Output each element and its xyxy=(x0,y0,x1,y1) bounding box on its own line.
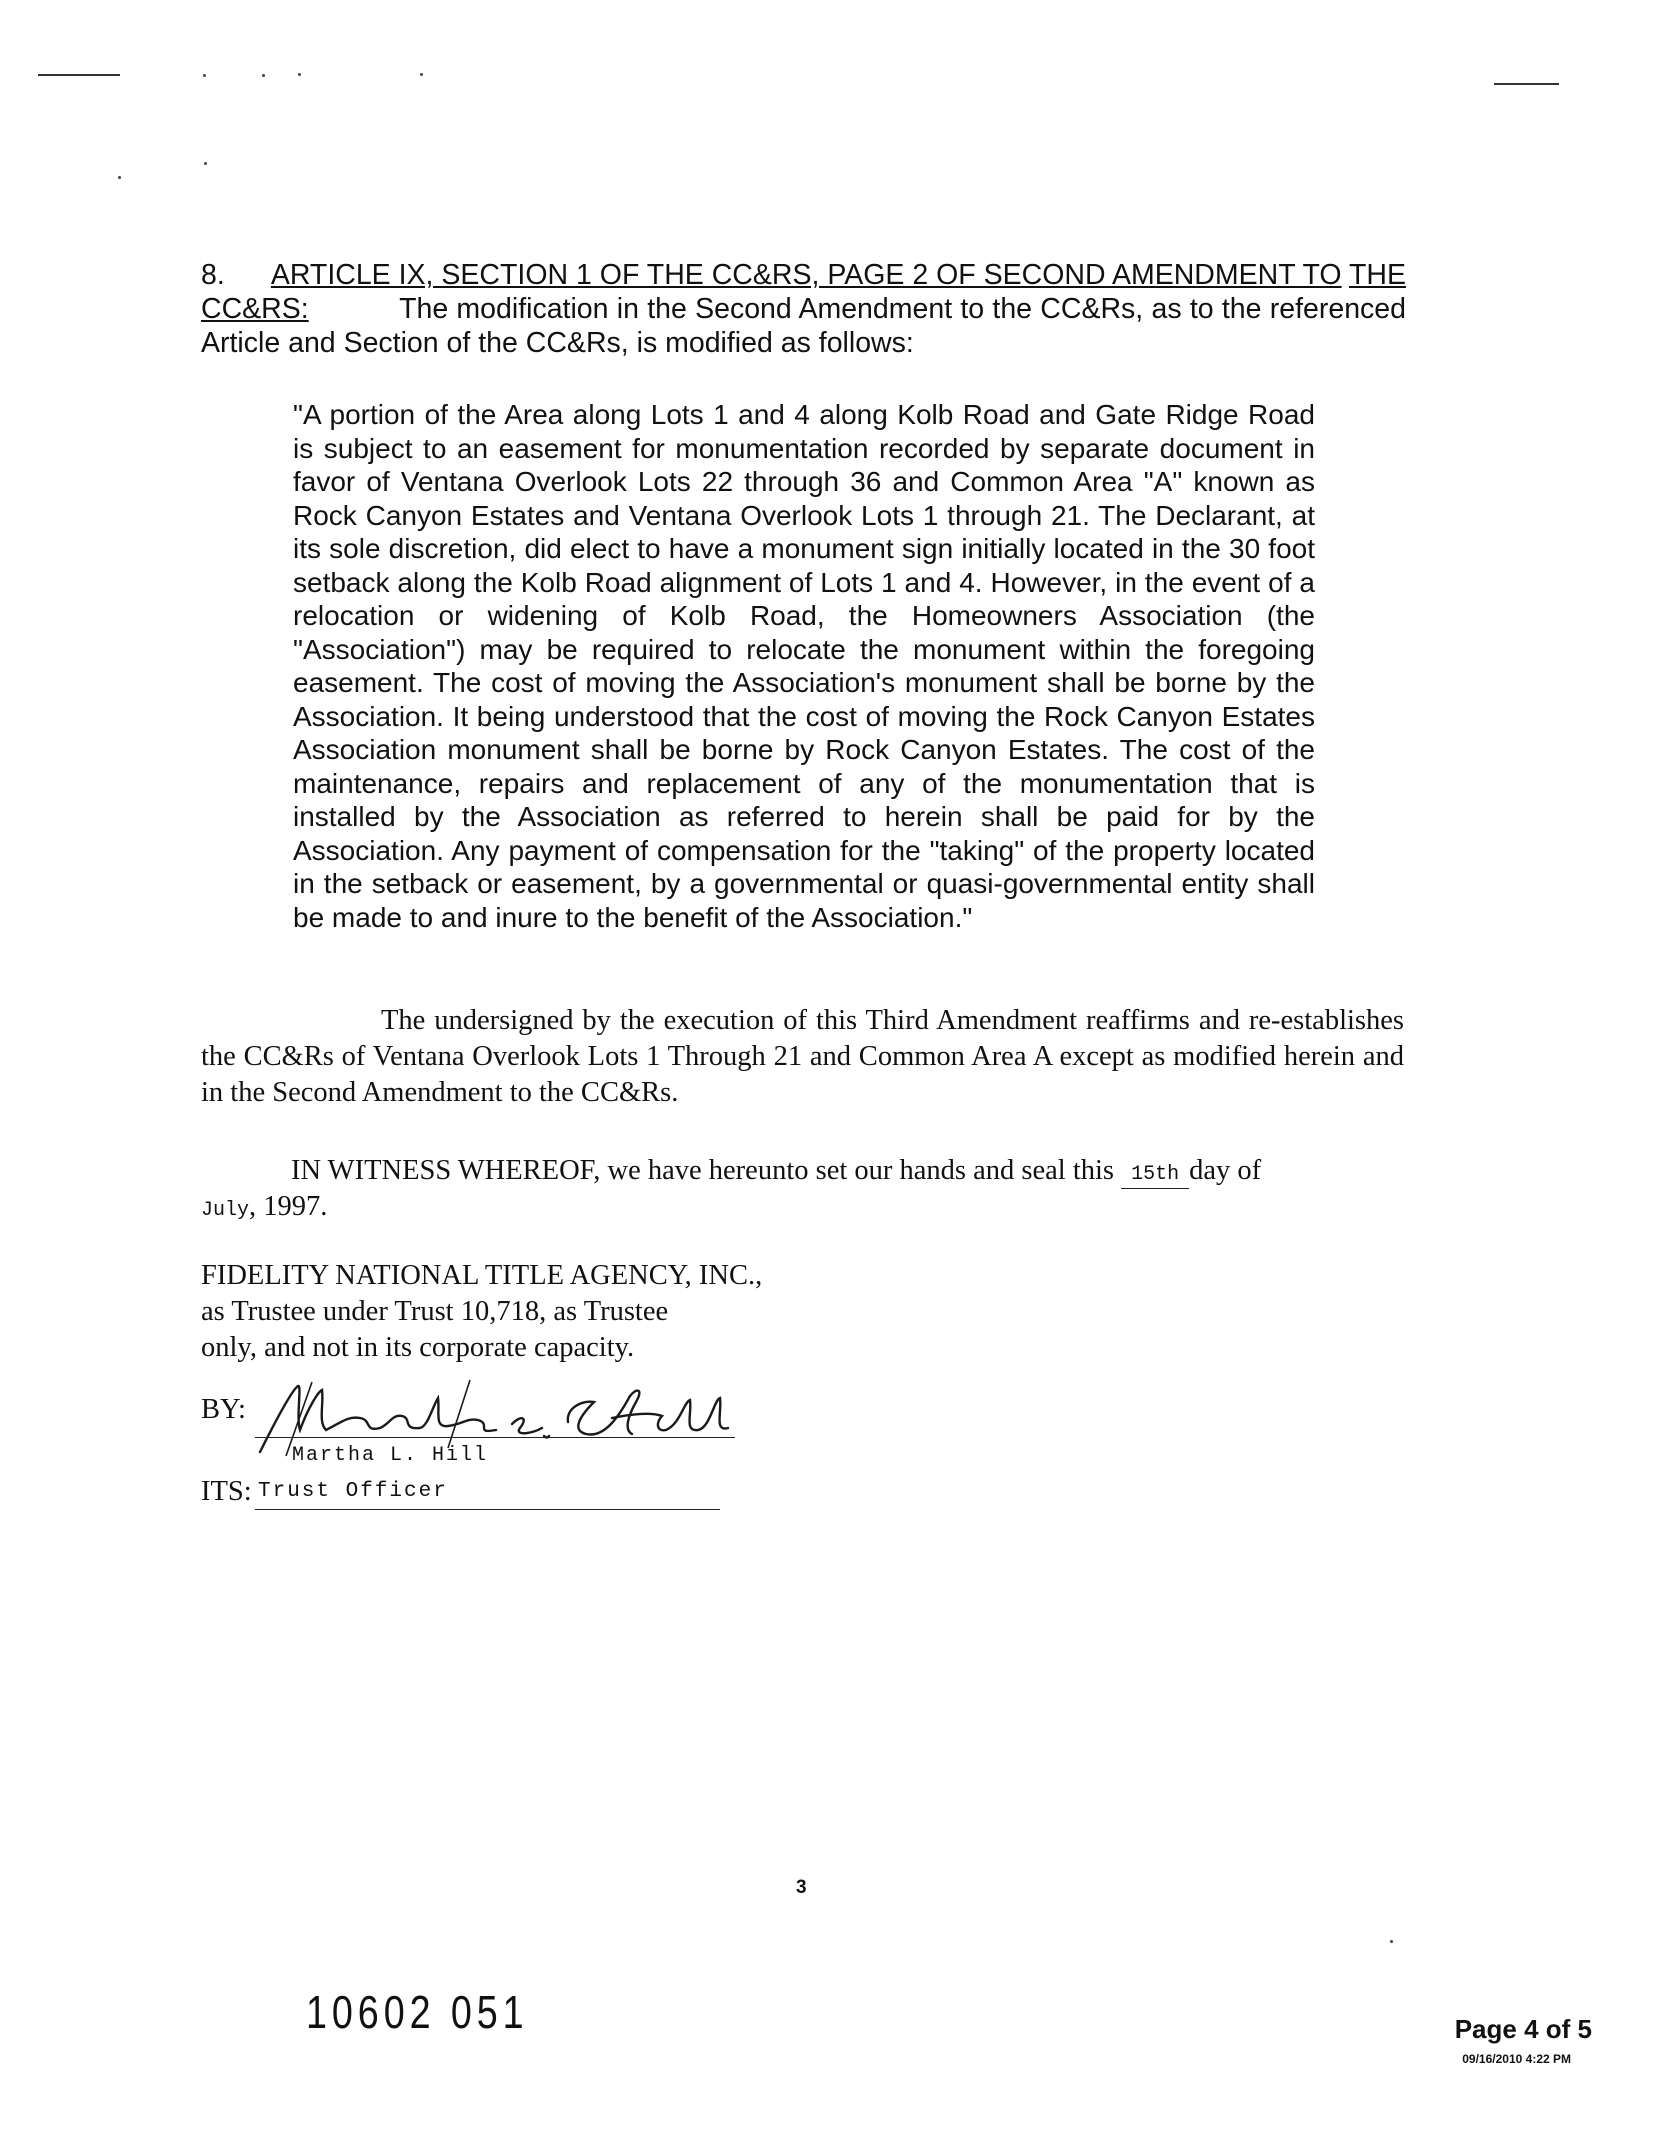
page-of-total: Page 4 of 5 xyxy=(1454,2014,1592,2044)
section-intro: The modification in the Second Amendment to the CC&Rs, as to the referenced Article and Section of the CC&Rs, is modified as follows: xyxy=(201,293,1406,359)
scan-speck xyxy=(203,74,206,77)
scan-speck xyxy=(298,73,301,76)
section-title-line-2: THE CC&RS: xyxy=(201,259,1407,325)
trustee-block xyxy=(201,1258,901,1366)
scan-speck xyxy=(262,74,265,77)
reaffirm-paragraph xyxy=(201,1003,1404,1111)
scan-speck xyxy=(1390,1940,1393,1943)
quoted-modification: "A portion of the Area along Lots 1 and 4 along Kolb Road and Gate Ridge Road is subject to an easement for monumentation recorded by separate document in favor of Ventana Overlook Lots 22 through 36 and Common Area "A" known as Rock Canyon Estates and Ventana Overlook Lots 1 through 21. The Declarant, at its sole discretion, did elect to have a monument sign initially located in the 30 foot setback along the Kolb Road alignment of Lots 1 and 4. However, in the event of a relocation or widening of Kolb Road, the Homeowners Association (the "Association") may be required to relocate the monument within the foregoing easement. The cost of moving the Association's monument shall be borne by the Association. It being understood that the cost of moving the Rock Canyon Estates Association monument shall be borne by Rock Canyon Estates. The cost of the maintenance, repairs and replacement of any of the monumentation that is installed by the Association as referred to herein shall be paid for by the Association. Any payment of compensation for the "taking" of the property located in the setback or easement, by a governmental or quasi-governmental entity shall be made to and inure to the benefit of the Association." xyxy=(293,399,1315,933)
reaffirm-text: The undersigned by the execution of this Third Amendment reaffirms and re-establishes the CC&Rs of Ventana Overlook Lots 1 Through 21 and Common Area A except as modified herein and in the Second Amendment to the CC&Rs. xyxy=(201,1005,1404,1108)
scan-speck xyxy=(204,162,207,165)
witness-day-of: day of xyxy=(1189,1155,1262,1186)
signature-line xyxy=(255,1437,735,1438)
trustee-capacity: as Trustee under Trust 10,718, as Trustee xyxy=(201,1296,669,1327)
print-timestamp: 09/16/2010 4:22 PM xyxy=(1462,2052,1571,2066)
witness-day: 15th xyxy=(1121,1162,1189,1189)
witness-paragraph xyxy=(201,1153,1411,1229)
recording-book-page: 10602 051 xyxy=(306,1986,529,2038)
section-number: 8. xyxy=(201,259,225,291)
its-label: ITS: xyxy=(201,1476,252,1507)
witness-text: IN WITNESS WHEREOF, we have hereunto set our hands and seal this xyxy=(291,1155,1115,1186)
trustee-disclaimer: only, and not in its corporate capacity. xyxy=(201,1332,635,1363)
scan-mark xyxy=(1494,83,1559,85)
trustee-name: FIDELITY NATIONAL TITLE AGENCY, INC., xyxy=(201,1260,763,1291)
witness-year: , 1997. xyxy=(249,1191,328,1222)
section-title-line-1: ARTICLE IX, SECTION 1 OF THE CC&RS, PAGE 2 OF SECOND AMENDMENT TO xyxy=(270,259,1342,291)
witness-month: July xyxy=(201,1199,250,1222)
page-number: 3 xyxy=(796,1877,807,1898)
section-heading-paragraph xyxy=(201,258,1406,360)
title-line xyxy=(255,1509,720,1510)
by-label: BY: xyxy=(201,1394,246,1425)
signer-title: Trust Officer xyxy=(258,1480,448,1503)
typed-signer-name: Martha L. Hill xyxy=(292,1444,489,1467)
scan-mark xyxy=(38,74,120,76)
scan-speck xyxy=(420,73,423,76)
scan-speck xyxy=(118,176,121,179)
